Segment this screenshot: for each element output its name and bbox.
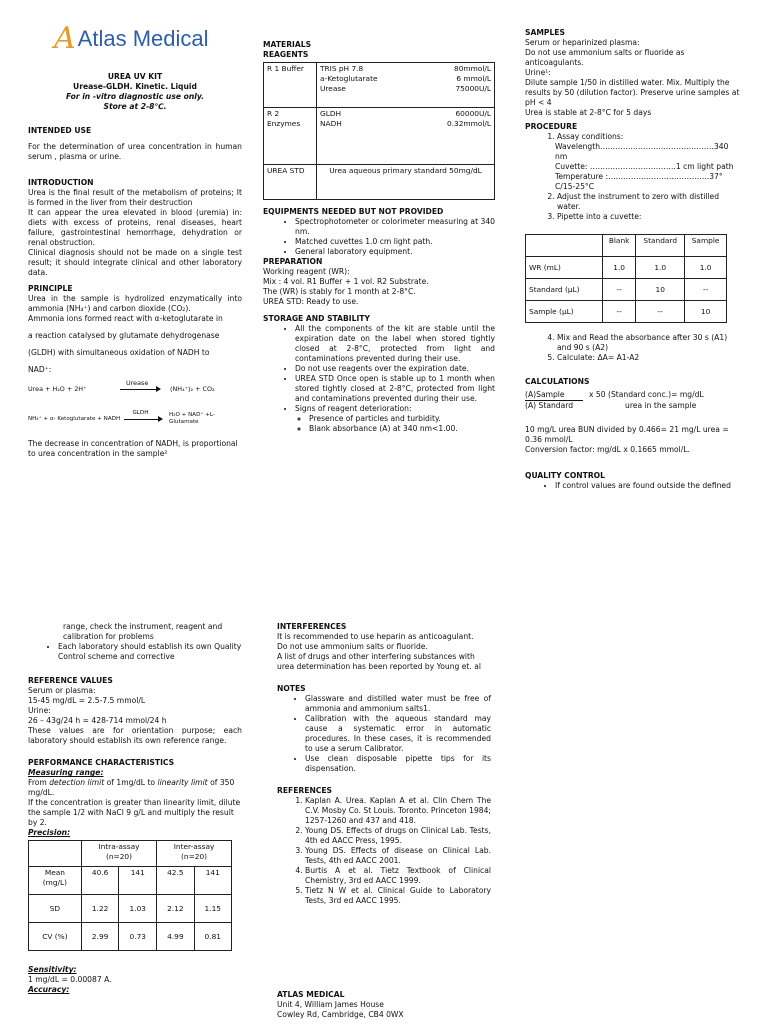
left-column-top bbox=[28, 21, 242, 459]
notes-heading: NOTES bbox=[277, 684, 306, 694]
r1-item-name: a-Ketoglutarate bbox=[320, 73, 378, 83]
reference-values-heading: REFERENCE VALUES bbox=[28, 676, 113, 686]
interferences-line: It is recommended to use heparin as anticoagulant. bbox=[277, 632, 474, 642]
list-item: 3. Pipette into a cuvette: bbox=[557, 212, 741, 222]
mr-part: linearity limit bbox=[157, 778, 208, 788]
equipment-heading: EQUIPMENTS NEEDED BUT NOT PROVIDED bbox=[263, 207, 444, 217]
list-item: 4. Mix and Read the absorbance after 30 s (A1) and 90 s (A2) bbox=[557, 333, 741, 353]
table-cell: 1.15 bbox=[194, 895, 231, 923]
quality-control-heading: QUALITY CONTROL bbox=[525, 471, 605, 481]
mr-part: of 1mg/dL to bbox=[104, 778, 158, 788]
list-item: 5. Calculate: ΔA= A1-A2 bbox=[557, 353, 741, 363]
urea-std-label: UREA STD bbox=[264, 165, 317, 200]
table-cell: -- bbox=[636, 301, 685, 323]
samples-line: Do not use ammonium salts or fluoride as anticoagulants. bbox=[525, 48, 685, 68]
address-block bbox=[277, 990, 404, 1020]
table-header: Sample bbox=[685, 235, 727, 257]
preparation-line: Mix : 4 vol. R1 Buffer + 1 vol. R2 Substrate. bbox=[263, 277, 429, 287]
list-item: ◦ Presence of particles and turbidity. bbox=[309, 414, 495, 424]
reaction-1-left: Urea + H₂O + 2H⁺ bbox=[28, 385, 87, 394]
r2-item-name: GLDH bbox=[320, 109, 342, 119]
principle-p2b: a reaction catalysed by glutamate dehydrogenase bbox=[28, 331, 220, 341]
table-cell: 0.81 bbox=[194, 923, 231, 951]
kit-subtitle: Urease-GLDH. Kinetic. Liquid bbox=[73, 82, 197, 92]
list-item: • Each laboratory should establish its own Quality Control scheme and corrective bbox=[58, 642, 242, 662]
left-column-bottom bbox=[28, 622, 242, 995]
wavelength-line: Wavelength………………………………………340 nm bbox=[555, 142, 729, 162]
address-line: Unit 4, William James House bbox=[277, 1000, 384, 1010]
reaction-arrow-icon bbox=[124, 419, 162, 420]
preparation-heading: PREPARATION bbox=[263, 257, 323, 267]
mr-part: detection limit bbox=[49, 778, 105, 788]
list-item: 2. Young DS. Effects of drugs on Clinical Lab. Tests, 4th ed AACC Press, 1995. bbox=[305, 826, 491, 846]
r1-item-value: 80mmol/L bbox=[454, 64, 491, 74]
reaction-1-right: (NH₄⁺)₂ + CO₂ bbox=[170, 385, 215, 394]
table-cell bbox=[29, 841, 82, 867]
notes-list bbox=[277, 694, 491, 774]
mr-part: of 350 mg/dL. bbox=[28, 778, 235, 798]
list-item bbox=[557, 132, 741, 192]
reagent-r2-row bbox=[264, 108, 495, 165]
sensitivity-label: Sensitivity: bbox=[28, 965, 77, 975]
storage-sublist bbox=[295, 414, 495, 434]
reaction-arrow-icon bbox=[120, 389, 160, 390]
table-row bbox=[29, 841, 232, 867]
reagents-heading: REAGENTS bbox=[263, 50, 309, 60]
storage-deterioration: Signs of reagent deterioration: bbox=[295, 404, 412, 414]
r1-item-name: TRIS pH 7.8 bbox=[320, 64, 364, 74]
table-cell: 141 bbox=[119, 867, 157, 895]
intended-use-heading: INTENDED USE bbox=[28, 126, 92, 136]
calc-denominator-right: urea in the sample bbox=[625, 401, 697, 411]
procedure-step-1: 1. Assay conditions: bbox=[557, 132, 624, 142]
temperature-line: Temperature :………………………………….37° C/15-25°C bbox=[555, 172, 723, 192]
calc-multiplier: x 50 (Standard conc.)= mg/dL bbox=[589, 390, 704, 400]
principle-p2c: (GLDH) with simultaneous oxidation of NADH to bbox=[28, 348, 210, 358]
performance-heading: PERFORMANCE CHARACTERISTICS bbox=[28, 758, 175, 768]
accuracy-label: Accuracy: bbox=[28, 985, 70, 995]
right-column-top bbox=[525, 28, 741, 491]
calc-numerator: (A)Sample bbox=[525, 390, 583, 401]
ref-line: Urine: bbox=[28, 706, 51, 716]
samples-line: Urea is stable at 2-8°C for 5 days bbox=[525, 108, 652, 118]
introduction-p2: It can appear the urea elevated in blood (uremia) in: diets with excess of proteins, renal diseases, heart failure, gastrointestinal hemorrhage, dehydration or renal obstruction. bbox=[28, 208, 242, 248]
samples-heading: SAMPLES bbox=[525, 28, 565, 37]
qc-item1-cont: range, check the instrument, reagent and calibration for problems bbox=[63, 622, 223, 642]
interferences-line: Do not use ammonium salts or fluoride. bbox=[277, 642, 428, 652]
r1-item-name: Urease bbox=[320, 83, 346, 93]
table-cell: 42.5 bbox=[157, 867, 194, 895]
table-cell: 10 bbox=[685, 301, 727, 323]
introduction-p3: Clinical diagnosis should not be made on a single test result; it should integrate clinical and other laboratory data. bbox=[28, 248, 242, 278]
references-heading: REFERENCES bbox=[277, 786, 333, 796]
table-cell: 0.73 bbox=[119, 923, 157, 951]
table-header: Inter-assay (n=20) bbox=[157, 841, 232, 867]
samples-line: Serum or heparinized plasma: bbox=[525, 38, 640, 48]
middle-column-bottom bbox=[277, 622, 491, 1020]
procedure-list bbox=[525, 132, 741, 222]
pipetting-table bbox=[525, 234, 727, 323]
reagent-r2-label: R 2 Enzymes bbox=[264, 108, 317, 165]
interferences-line: A list of drugs and other interfering substances with urea determination has been reported by Young et. al bbox=[277, 652, 481, 672]
ref-line: These values are for orientation purpose; each laboratory should establish its own reference range. bbox=[28, 726, 242, 746]
sensitivity-value: 1 mg/dL = 0.00087 A. bbox=[28, 975, 112, 985]
r2-item-value: 0.32mmol/L bbox=[446, 118, 491, 128]
table-row bbox=[526, 257, 727, 279]
reaction-1-enzyme: Urease bbox=[126, 379, 149, 388]
table-cell: 2.99 bbox=[81, 923, 119, 951]
table-row bbox=[526, 235, 727, 257]
list-item: ◦ Blank absorbance (A) at 340 nm<1.00. bbox=[309, 424, 495, 434]
list-item: 2. Adjust the instrument to zero with distilled water. bbox=[557, 192, 741, 212]
urea-std-text: Urea aqueous primary standard 50mg/dL bbox=[317, 165, 495, 200]
references-list bbox=[277, 796, 491, 906]
table-header: Blank bbox=[603, 235, 636, 257]
reaction-2-left: NH₄⁺ + α- Ketoglutarate + NADH bbox=[28, 415, 121, 422]
introduction-p1: Urea is the final result of the metabolism of proteins; It is formed in the liver from their destruction bbox=[28, 188, 242, 208]
reagent-r1-row bbox=[264, 63, 495, 108]
list-item: 3. Young DS. Effects of disease on Clinical Lab. Tests, 4th ed AACC 2001. bbox=[305, 846, 491, 866]
ivd-notice: For in -vitro diagnostic use only. bbox=[66, 92, 204, 102]
storage-notice: Store at 2-8℃. bbox=[103, 102, 167, 112]
table-header bbox=[526, 235, 603, 257]
table-cell: Sample (µL) bbox=[526, 301, 603, 323]
atlas-medical-logo bbox=[54, 21, 242, 56]
measuring-range-label: Measuring range: bbox=[28, 768, 104, 778]
table-cell: -- bbox=[685, 279, 727, 301]
table-cell: SD bbox=[29, 895, 82, 923]
calc-formula bbox=[525, 390, 741, 401]
reaction-urease bbox=[28, 379, 242, 394]
list-item: • Glassware and distilled water must be free of ammonia and ammonium salts1. bbox=[305, 694, 491, 714]
ref-line: Serum or plasma: bbox=[28, 686, 96, 696]
table-cell: 141 bbox=[194, 867, 231, 895]
table-cell: 4.99 bbox=[157, 923, 194, 951]
storage-list bbox=[263, 324, 495, 434]
reaction-gldh bbox=[28, 409, 242, 427]
materials-heading: MATERIALS bbox=[263, 40, 312, 49]
table-row bbox=[29, 867, 232, 895]
table-cell: WR (mL) bbox=[526, 257, 603, 279]
list-item: 4. Burtis A et al. Tietz Textbook of Clinical Chemistry, 3rd ed AACC 1999. bbox=[305, 866, 491, 886]
table-cell: 1.03 bbox=[119, 895, 157, 923]
calc-line: Conversion factor: mg/dL x 0.1665 mmol/L. bbox=[525, 445, 690, 455]
table-cell: 1.0 bbox=[685, 257, 727, 279]
reagents-table bbox=[263, 62, 495, 200]
table-cell: 1.22 bbox=[81, 895, 119, 923]
address-line: Cowley Rd, Cambridge, CB4 0WX bbox=[277, 1010, 404, 1020]
qc-list-cont bbox=[28, 642, 242, 662]
procedure-heading: PROCEDURE bbox=[525, 122, 578, 132]
r1-item-value: 6 mmol/L bbox=[456, 73, 491, 83]
calc-formula-bottom bbox=[525, 401, 741, 411]
company-name: ATLAS MEDICAL bbox=[277, 990, 345, 999]
principle-p2a: Ammonia ions formed react with α-ketoglutarate in bbox=[28, 314, 223, 324]
mr-part: From bbox=[28, 778, 50, 788]
r2-item-name: NADH bbox=[320, 118, 342, 128]
table-row bbox=[29, 895, 232, 923]
interferences-heading: INTERFERENCES bbox=[277, 622, 347, 631]
table-cell: Standard (µL) bbox=[526, 279, 603, 301]
principle-heading: PRINCIPLE bbox=[28, 284, 73, 294]
ref-line: 26 – 43g/24 h = 428-714 mmol/24 h bbox=[28, 716, 167, 726]
list-item: • All the components of the kit are stable until the expiration date on the label when stored tightly closed at 2-8°C, protected from light and contaminations prevented during their use. bbox=[295, 324, 495, 364]
intended-use-text: For the determination of urea concentration in human serum , plasma or urine. bbox=[28, 142, 242, 162]
qc-list bbox=[525, 481, 741, 491]
list-item: • Calibration with the aqueous standard may cause a systematic error in automatic procedures. In these cases, it is recommended to use a serum Calibrator. bbox=[305, 714, 491, 754]
list-item: • UREA STD Once open is stable up to 1 month when stored tightly closed at 2-8°C, protected from light and contaminations prevented during their use. bbox=[295, 374, 495, 404]
table-row bbox=[526, 301, 727, 323]
list-item: • Use clean disposable pipette tips for its dispensation. bbox=[305, 754, 491, 774]
calc-denominator: (A) Standard bbox=[525, 401, 574, 411]
list-item: • Do not use reagents over the expiration date. bbox=[295, 364, 495, 374]
storage-heading: STORAGE AND STABILITY bbox=[263, 314, 370, 324]
r2-item-value: 60000U/L bbox=[455, 109, 491, 119]
principle-p3: The decrease in concentration of NADH, is proportional to urea concentration in the sample² bbox=[28, 438, 238, 458]
table-cell: 40.6 bbox=[81, 867, 119, 895]
list-item: 5. Tietz N W et al. Clinical Guide to Laboratory Tests, 3rd ed AACC 1995. bbox=[305, 886, 491, 906]
table-row bbox=[29, 923, 232, 951]
reagent-r1-label: R 1 Buffer bbox=[264, 63, 317, 108]
cuvette-line: Cuvette: …………………………….1 cm light path bbox=[555, 162, 734, 172]
table-cell: CV (%) bbox=[29, 923, 82, 951]
introduction-heading: INTRODUCTION bbox=[28, 178, 94, 188]
samples-line: Dilute sample 1/50 in distilled water. Mix. Multiply the results by 50 (dilution factor). Preserve urine samples at pH < 4 bbox=[525, 78, 740, 108]
reaction-2-right: H₂O + NAD⁺ +L-Glutamate bbox=[169, 411, 215, 426]
principle-p1: Urea in the sample is hydrolized enzymatically into ammonia (NH₄⁺) and carbon dioxide (CO₂). bbox=[28, 294, 242, 314]
urea-std-row bbox=[264, 165, 495, 200]
preparation-line: Working reagent (WR): bbox=[263, 267, 350, 277]
list-item: 1. Kaplan A. Urea. Kaplan A et al. Clin Chem The C.V. Mosby Co. St Louis. Toronto. Princeton 1984; 1257-1260 and 437 and 418. bbox=[305, 796, 491, 826]
ref-line: 15-45 mg/dL = 2.5-7.5 mmol/L bbox=[28, 696, 146, 706]
samples-line: Urine¹: bbox=[525, 68, 551, 78]
precision-table bbox=[28, 840, 232, 951]
calc-line: 10 mg/L urea BUN divided by 0.466= 21 mg/L urea = 0.36 mmol/L bbox=[525, 425, 729, 445]
list-item: • General laboratory equipment. bbox=[295, 247, 495, 257]
list-item: • If control values are found outside the defined bbox=[555, 481, 741, 491]
dilution-text: If the concentration is greater than linearity limit, dilute the sample 1/2 with NaCl 9 g/L and multiply the result by 2. bbox=[28, 798, 241, 828]
principle-p2d: NAD⁺: bbox=[28, 365, 52, 375]
precision-label: Precision: bbox=[28, 828, 71, 838]
list-item bbox=[295, 404, 495, 434]
logo-a-icon: A bbox=[54, 21, 76, 56]
measuring-range-text bbox=[28, 778, 242, 798]
table-header: Standard bbox=[636, 235, 685, 257]
table-cell: 10 bbox=[636, 279, 685, 301]
table-cell: 1.0 bbox=[636, 257, 685, 279]
kit-title: UREA UV KIT bbox=[107, 72, 163, 81]
table-cell: -- bbox=[603, 301, 636, 323]
r1-item-value: 75000U/L bbox=[455, 83, 491, 93]
preparation-line: UREA STD: Ready to use. bbox=[263, 297, 359, 307]
calculations-heading: CALCULATIONS bbox=[525, 377, 590, 387]
list-item: • Spectrophotometer or colorimeter measuring at 340 nm. bbox=[295, 217, 495, 237]
preparation-line: The (WR) is stably for 1 month at 2-8°C. bbox=[263, 287, 416, 297]
list-item: • Matched cuvettes 1.0 cm light path. bbox=[295, 237, 495, 247]
table-cell: 2.12 bbox=[157, 895, 194, 923]
table-cell: 1.0 bbox=[603, 257, 636, 279]
reaction-2-enzyme: GLDH bbox=[132, 409, 149, 416]
middle-column-top bbox=[263, 40, 495, 434]
logo-text: Atlas Medical bbox=[77, 26, 209, 52]
table-cell: Mean (mg/L) bbox=[29, 867, 82, 895]
table-header: Intra-assay (n=20) bbox=[81, 841, 156, 867]
table-cell: -- bbox=[603, 279, 636, 301]
table-row bbox=[526, 279, 727, 301]
procedure-list-cont bbox=[525, 333, 741, 363]
equipment-list bbox=[263, 217, 495, 257]
